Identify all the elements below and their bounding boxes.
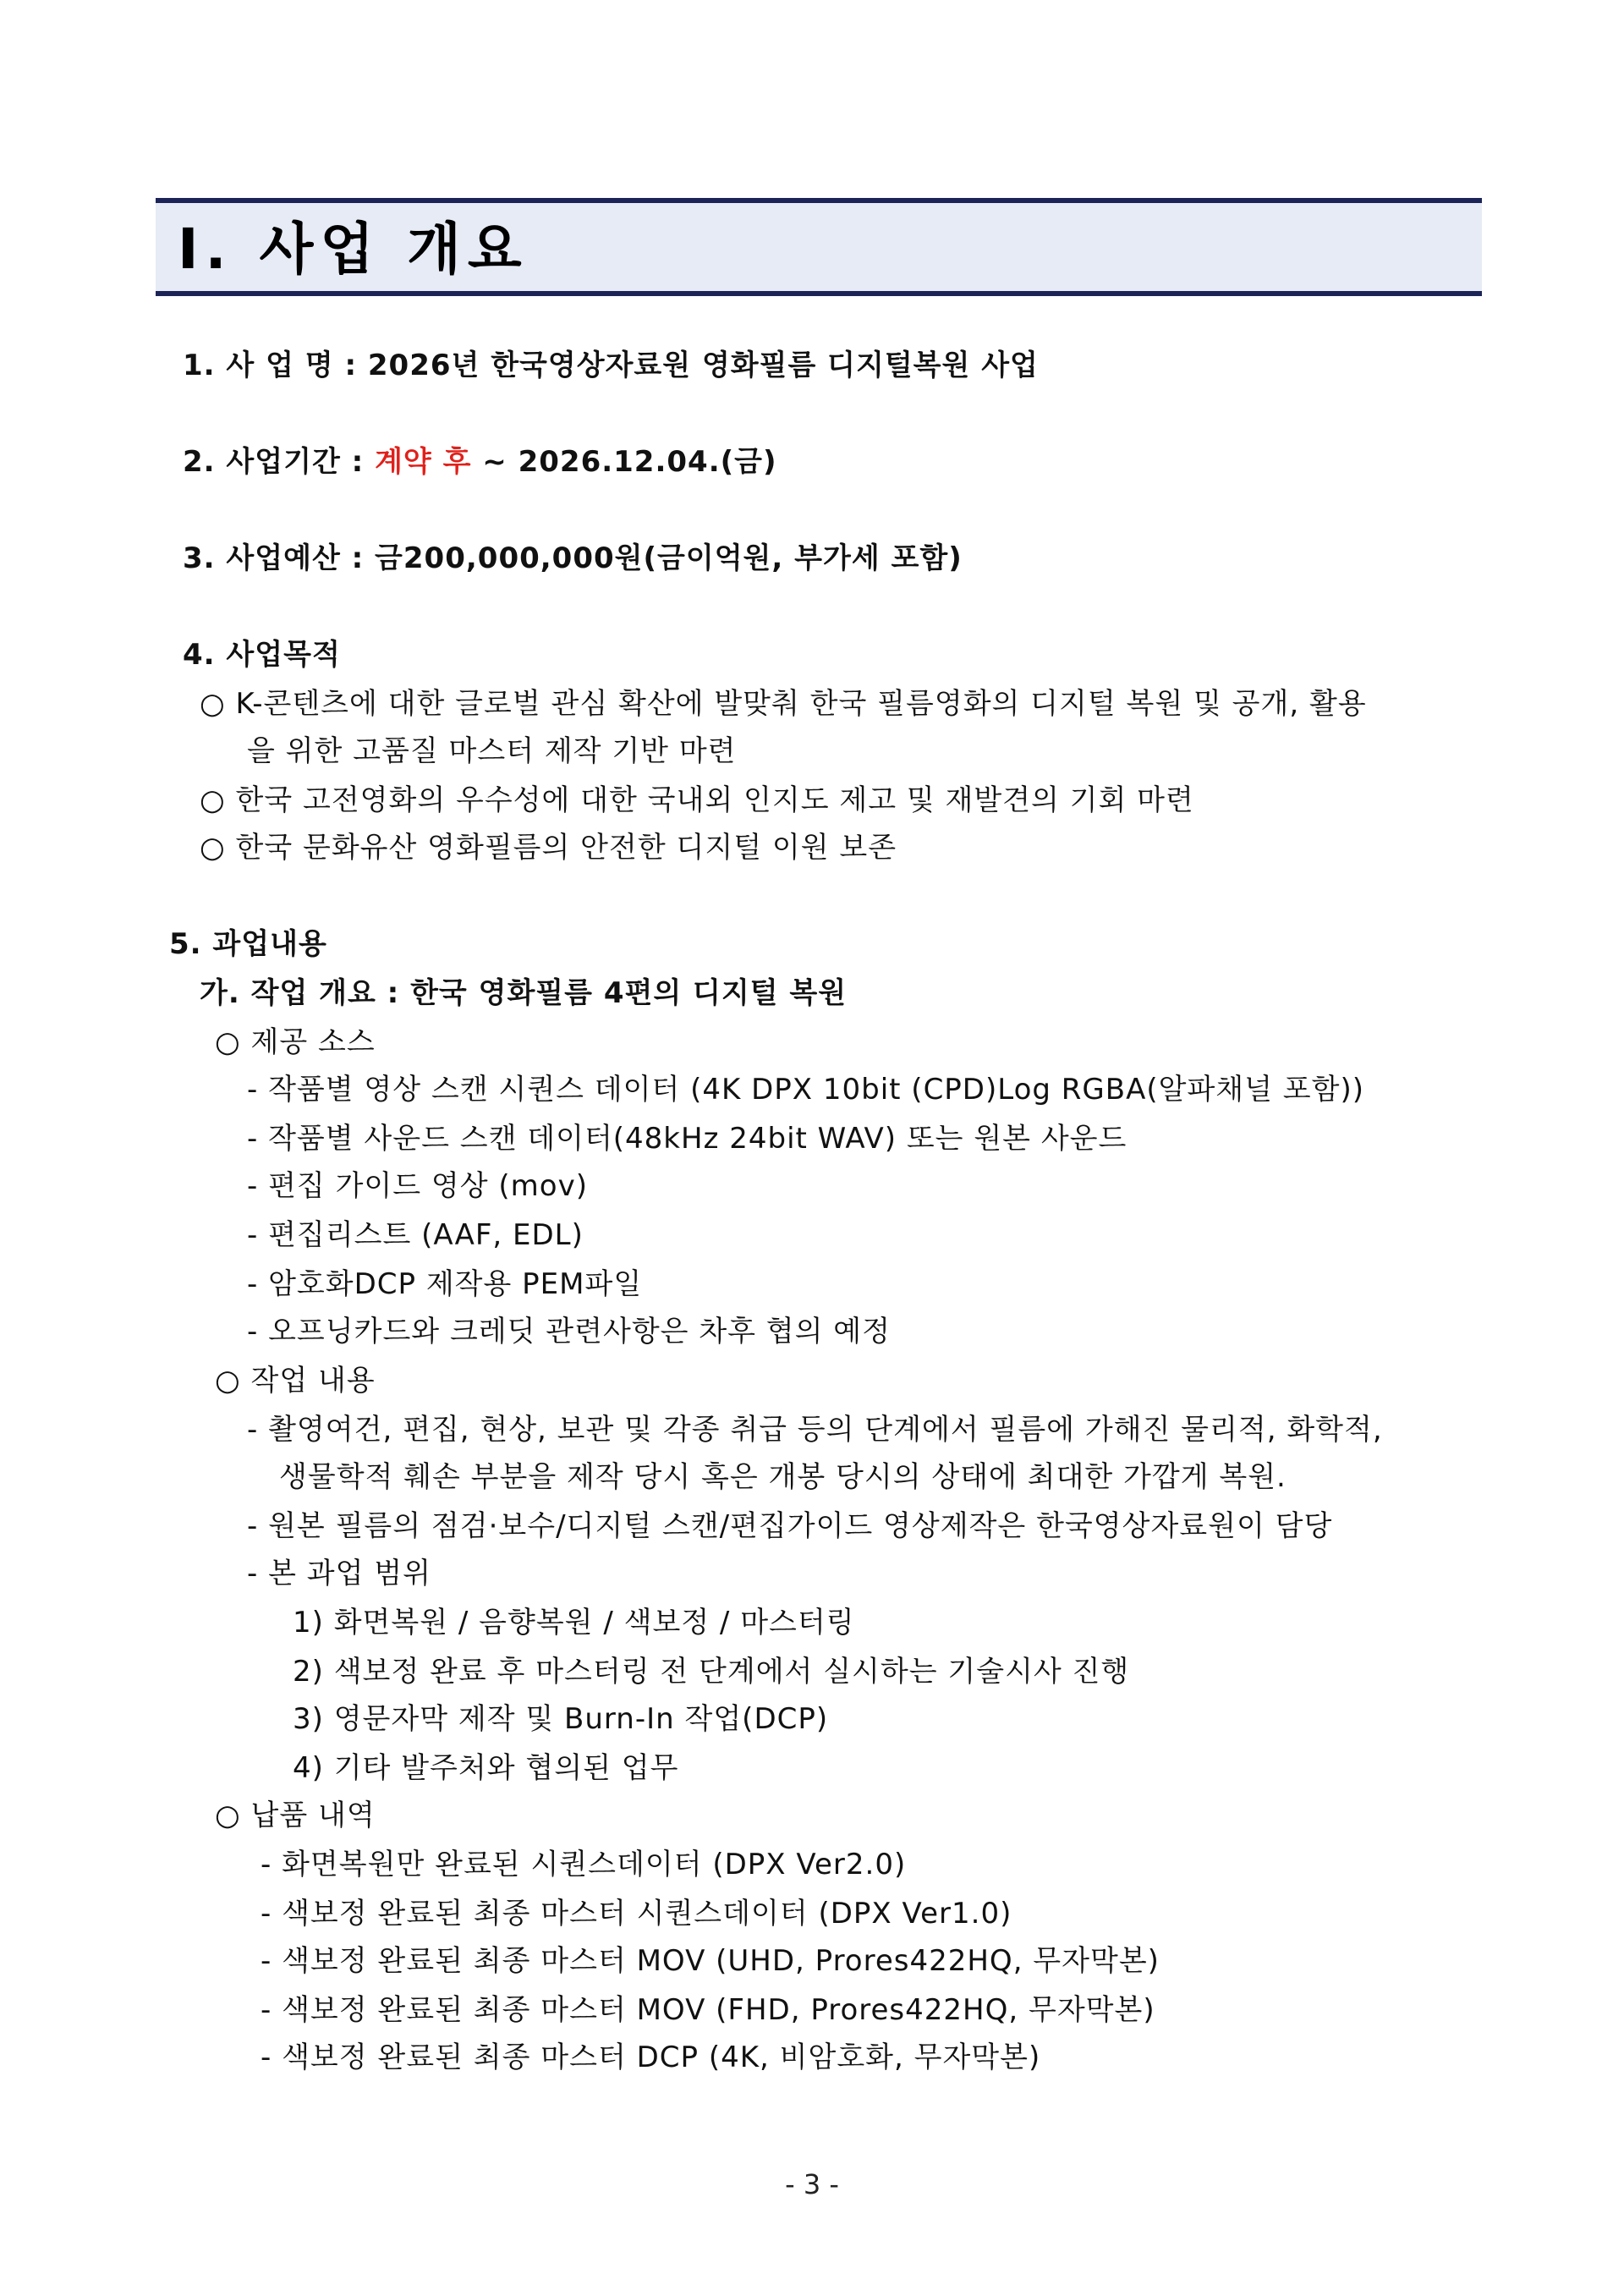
- scope-item: 4) 기타 발주처와 협의된 업무: [293, 1751, 679, 1785]
- delivery-item: - 색보정 완료된 최종 마스터 시퀀스데이터 (DPX Ver1.0): [261, 1897, 1012, 1931]
- scope-item: 1) 화면복원 / 음향복원 / 색보정 / 마스터링: [293, 1606, 855, 1640]
- scope-item: 2) 색보정 완료 후 마스터링 전 단계에서 실시하는 기술시사 진행: [293, 1655, 1130, 1689]
- purpose-item: ○ K-콘텐츠에 대한 글로벌 관심 확산에 발맞춰 한국 필름영화의 디지털 복원 및 공개, 활용: [200, 687, 1367, 721]
- work-item: - 본 과업 범위: [247, 1557, 431, 1590]
- delivery-heading: ○ 납품 내역: [215, 1799, 376, 1832]
- project-period-highlight: 계약 후: [375, 445, 472, 479]
- source-item: - 편집리스트 (AAF, EDL): [247, 1218, 584, 1252]
- purpose-item: ○ 한국 고전영화의 우수성에 대한 국내외 인지도 제고 및 재발견의 기회 마련: [200, 783, 1194, 817]
- source-item: - 작품별 영상 스캔 시퀀스 데이터 (4K DPX 10bit (CPD)Log RGBA(알파채널 포함)): [247, 1073, 1365, 1107]
- work-item: - 촬영여건, 편집, 현상, 보관 및 각종 취급 등의 단계에서 필름에 가해진 물리적, 화학적,: [247, 1413, 1383, 1447]
- project-period-suffix: ~ 2026.12.04.(금): [471, 445, 777, 479]
- work-item: - 원본 필름의 점검·보수/디지털 스캔/편집가이드 영상제작은 한국영상자료원이 담당: [247, 1509, 1333, 1543]
- purpose-item: ○ 한국 문화유산 영화필름의 안전한 디지털 이원 보존: [200, 831, 897, 865]
- task-overview: 가. 작업 개요 : 한국 영화필름 4편의 디지털 복원: [200, 976, 848, 1010]
- purpose-heading: 4. 사업목적: [183, 638, 341, 672]
- project-name: 1. 사 업 명 : 2026년 한국영상자료원 영화필름 디지털복원 사업: [183, 349, 1039, 382]
- scope-item: 3) 영문자막 제작 및 Burn-In 작업(DCP): [293, 1702, 829, 1736]
- project-period: [183, 445, 777, 479]
- source-heading: ○ 제공 소스: [215, 1025, 376, 1059]
- delivery-item: - 색보정 완료된 최종 마스터 DCP (4K, 비암호화, 무자막본): [261, 2041, 1041, 2074]
- purpose-item-continued: 을 위한 고품질 마스터 제작 기반 마련: [247, 734, 737, 768]
- source-item: - 편집 가이드 영상 (mov): [247, 1169, 588, 1203]
- delivery-item: - 색보정 완료된 최종 마스터 MOV (UHD, Prores422HQ, 무자막본): [261, 1944, 1160, 1978]
- task-heading: 5. 과업내용: [169, 927, 327, 961]
- section-header: [156, 198, 1482, 296]
- source-item: - 작품별 사운드 스캔 데이터(48kHz 24bit WAV) 또는 원본 사운드: [247, 1122, 1127, 1156]
- delivery-item: - 화면복원만 완료된 시퀀스데이터 (DPX Ver2.0): [261, 1848, 907, 1881]
- source-item: - 암호화DCP 제작용 PEM파일: [247, 1267, 643, 1301]
- source-item: - 오프닝카드와 크레딧 관련사항은 차후 협의 예정: [247, 1315, 891, 1348]
- page-number: - 3 -: [785, 2168, 839, 2200]
- project-budget: 3. 사업예산 : 금200,000,000원(금이억원, 부가세 포함): [183, 541, 963, 575]
- project-period-prefix: 2. 사업기간 :: [183, 445, 376, 479]
- section-title: Ⅰ. 사업 개요: [178, 217, 529, 282]
- delivery-item: - 색보정 완료된 최종 마스터 MOV (FHD, Prores422HQ, 무자막본): [261, 1993, 1155, 2027]
- work-heading: ○ 작업 내용: [215, 1364, 376, 1398]
- work-item-continued: 생물학적 훼손 부분을 제작 당시 혹은 개봉 당시의 상태에 최대한 가깝게 복원.: [279, 1460, 1287, 1494]
